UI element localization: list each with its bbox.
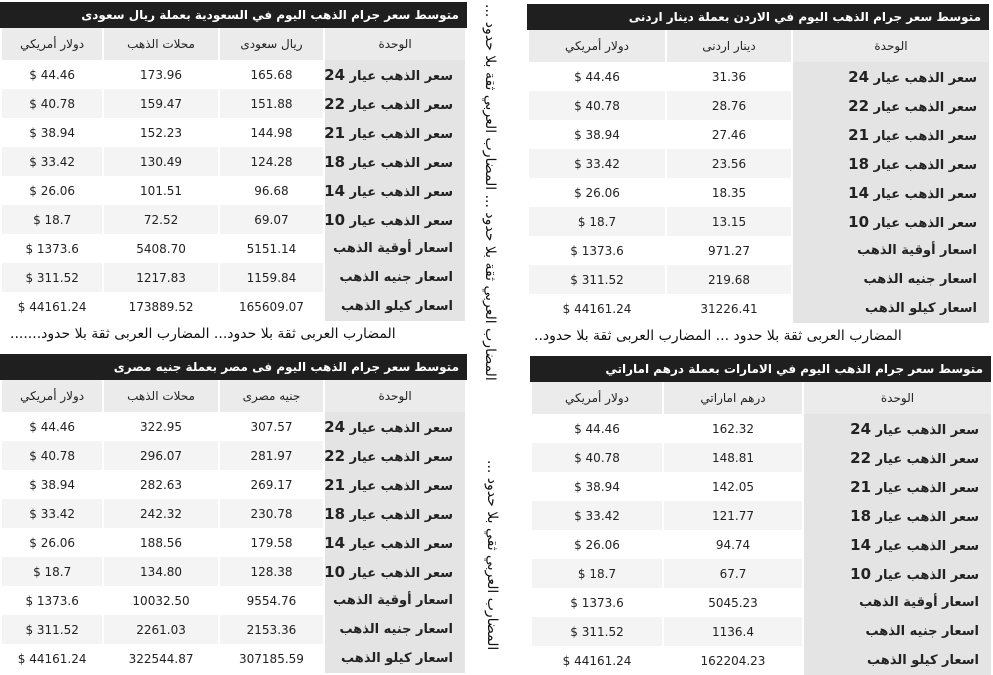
- unit-cell: [793, 91, 989, 120]
- shops-cell: 296.07: [104, 441, 217, 470]
- usd-cell: $ 1373.6: [2, 234, 102, 263]
- local-cell: 165.68: [220, 60, 323, 89]
- karat-value: 21: [324, 475, 346, 494]
- unit-cell: [793, 149, 989, 178]
- table-row: [2, 470, 465, 499]
- karat-value: 21: [324, 123, 346, 142]
- watermark-vertical-top: المضارب العربي ثقة بلا حدود ... المضارب العربي ثقة بلا حدود ...: [482, 4, 498, 381]
- watermark-vertical-bottom: المضارب العربي ثقي بلا حدود ...: [484, 460, 500, 651]
- karat-value: 24: [324, 65, 346, 84]
- unit-label: سعر الذهب عيار: [349, 126, 453, 142]
- unit-cell: [325, 441, 465, 470]
- unit-cell: [325, 499, 465, 528]
- unit-label: اسعار كيلو الذهب: [867, 653, 979, 668]
- shops-cell: 101.51: [104, 176, 217, 205]
- unit-cell: [804, 443, 991, 472]
- column-header: ريال سعودى: [220, 28, 323, 60]
- local-cell: 142.05: [664, 472, 802, 501]
- karat-value: 14: [848, 183, 870, 202]
- unit-cell: [325, 147, 465, 176]
- unit-label: اسعار أوقية الذهب: [857, 243, 977, 258]
- column-header: الوحدة: [325, 28, 465, 60]
- shops-cell: 130.49: [104, 147, 217, 176]
- unit-cell: [804, 559, 991, 588]
- local-cell: 121.77: [664, 501, 802, 530]
- egypt-table: [0, 380, 467, 673]
- unit-cell: [325, 644, 465, 673]
- usd-cell: $ 18.7: [2, 557, 102, 586]
- table-row: [532, 559, 991, 588]
- table-row: [529, 178, 989, 207]
- usd-cell: $ 38.94: [529, 120, 665, 149]
- usd-cell: $ 44.46: [2, 412, 102, 441]
- egypt-header-row: [2, 380, 465, 412]
- table-row: [2, 615, 465, 644]
- usd-cell: $ 26.06: [529, 178, 665, 207]
- unit-cell: [325, 118, 465, 147]
- jordan-panel: [527, 4, 989, 323]
- usd-cell: $ 44161.24: [532, 646, 662, 675]
- unit-cell: [804, 501, 991, 530]
- local-cell: 179.58: [220, 528, 323, 557]
- usd-cell: $ 33.42: [532, 501, 662, 530]
- unit-label: سعر الذهب عيار: [875, 567, 979, 583]
- unit-cell: [804, 588, 991, 617]
- usd-cell: $ 18.7: [529, 207, 665, 236]
- unit-label: اسعار كيلو الذهب: [865, 301, 977, 316]
- local-cell: 23.56: [667, 149, 791, 178]
- table-row: [529, 207, 989, 236]
- usd-cell: $ 33.42: [2, 499, 102, 528]
- unit-label: سعر الذهب عيار: [349, 507, 453, 523]
- usd-cell: $ 33.42: [2, 147, 102, 176]
- usd-cell: $ 38.94: [532, 472, 662, 501]
- unit-label: سعر الذهب عيار: [349, 449, 453, 465]
- unit-label: اسعار كيلو الذهب: [341, 299, 453, 314]
- local-cell: 1136.4: [664, 617, 802, 646]
- usd-cell: $ 18.7: [532, 559, 662, 588]
- table-row: [532, 443, 991, 472]
- column-header: درهم اماراتي: [664, 382, 802, 414]
- unit-label: اسعار جنيه الذهب: [339, 622, 453, 637]
- unit-label: سعر الذهب عيار: [349, 565, 453, 581]
- unit-cell: [793, 236, 989, 265]
- local-cell: 94.74: [664, 530, 802, 559]
- unit-label: سعر الذهب عيار: [349, 155, 453, 171]
- unit-cell: [325, 205, 465, 234]
- local-cell: 28.76: [667, 91, 791, 120]
- usd-cell: $ 311.52: [529, 265, 665, 294]
- saudi-header-row: [2, 28, 465, 60]
- karat-value: 10: [324, 210, 346, 229]
- table-row: [2, 292, 465, 321]
- usd-cell: $ 26.06: [2, 528, 102, 557]
- unit-label: سعر الذهب عيار: [875, 538, 979, 554]
- unit-label: اسعار جنيه الذهب: [863, 272, 977, 287]
- unit-cell: [804, 646, 991, 675]
- table-row: [529, 120, 989, 149]
- unit-cell: [325, 557, 465, 586]
- local-cell: 5151.14: [220, 234, 323, 263]
- usd-cell: $ 18.7: [2, 205, 102, 234]
- egypt-title: متوسط سعر جرام الذهب اليوم فى مصر بعملة جنيه مصرى: [0, 354, 467, 380]
- usd-cell: $ 40.78: [2, 441, 102, 470]
- unit-cell: [325, 586, 465, 615]
- local-cell: 230.78: [220, 499, 323, 528]
- unit-cell: [793, 294, 989, 323]
- local-cell: 148.81: [664, 443, 802, 472]
- column-header: جنيه مصرى: [220, 380, 323, 412]
- local-cell: 307185.59: [220, 644, 323, 673]
- unit-cell: [325, 234, 465, 263]
- table-row: [532, 646, 991, 675]
- local-cell: 144.98: [220, 118, 323, 147]
- column-header: محلات الذهب: [104, 380, 217, 412]
- local-cell: 165609.07: [220, 292, 323, 321]
- local-cell: 69.07: [220, 205, 323, 234]
- karat-value: 18: [324, 504, 346, 523]
- column-header: دينار اردنى: [667, 30, 791, 62]
- unit-cell: [325, 528, 465, 557]
- karat-value: 14: [850, 535, 872, 554]
- shops-cell: 188.56: [104, 528, 217, 557]
- uae-header-row: [532, 382, 991, 414]
- unit-label: سعر الذهب عيار: [875, 480, 979, 496]
- unit-label: اسعار أوقية الذهب: [333, 593, 453, 608]
- local-cell: 27.46: [667, 120, 791, 149]
- table-row: [532, 530, 991, 559]
- unit-label: سعر الذهب عيار: [349, 97, 453, 113]
- usd-cell: $ 40.78: [529, 91, 665, 120]
- usd-cell: $ 40.78: [2, 89, 102, 118]
- table-row: [2, 557, 465, 586]
- unit-cell: [325, 176, 465, 205]
- karat-value: 22: [850, 448, 872, 467]
- usd-cell: $ 38.94: [2, 118, 102, 147]
- column-header: محلات الذهب: [104, 28, 217, 60]
- table-row: [532, 617, 991, 646]
- jordan-header-row: [529, 30, 989, 62]
- unit-label: اسعار أوقية الذهب: [859, 595, 979, 610]
- column-header: الوحدة: [804, 382, 991, 414]
- table-row: [2, 89, 465, 118]
- table-row: [2, 176, 465, 205]
- unit-cell: [325, 263, 465, 292]
- uae-table: [530, 382, 993, 675]
- karat-value: 24: [324, 417, 346, 436]
- karat-value: 18: [324, 152, 346, 171]
- unit-cell: [325, 60, 465, 89]
- unit-cell: [804, 617, 991, 646]
- shops-cell: 173889.52: [104, 292, 217, 321]
- local-cell: 281.97: [220, 441, 323, 470]
- unit-label: سعر الذهب عيار: [349, 184, 453, 200]
- shops-cell: 2261.03: [104, 615, 217, 644]
- unit-cell: [804, 414, 991, 443]
- jordan-table: [527, 30, 991, 323]
- shops-cell: 159.47: [104, 89, 217, 118]
- unit-cell: [793, 265, 989, 294]
- karat-value: 22: [324, 446, 346, 465]
- karat-value: 10: [324, 562, 346, 581]
- column-header: الوحدة: [325, 380, 465, 412]
- local-cell: 31226.41: [667, 294, 791, 323]
- local-cell: 151.88: [220, 89, 323, 118]
- unit-label: سعر الذهب عيار: [349, 213, 453, 229]
- local-cell: 162.32: [664, 414, 802, 443]
- usd-cell: $ 44161.24: [2, 644, 102, 673]
- table-row: [2, 644, 465, 673]
- unit-label: سعر الذهب عيار: [873, 99, 977, 115]
- shops-cell: 173.96: [104, 60, 217, 89]
- column-header: الوحدة: [793, 30, 989, 62]
- shops-cell: 1217.83: [104, 263, 217, 292]
- usd-cell: $ 44161.24: [2, 292, 102, 321]
- usd-cell: $ 311.52: [532, 617, 662, 646]
- unit-label: اسعار جنيه الذهب: [339, 270, 453, 285]
- column-header: دولار أمريكي: [2, 28, 102, 60]
- table-row: [532, 588, 991, 617]
- local-cell: 5045.23: [664, 588, 802, 617]
- unit-label: سعر الذهب عيار: [873, 215, 977, 231]
- local-cell: 971.27: [667, 236, 791, 265]
- usd-cell: $ 311.52: [2, 263, 102, 292]
- table-row: [2, 234, 465, 263]
- saudi-title: متوسط سعر جرام الذهب اليوم في السعودية بعملة ريال سعودى: [0, 2, 467, 28]
- usd-cell: $ 26.06: [2, 176, 102, 205]
- table-row: [532, 501, 991, 530]
- unit-label: سعر الذهب عيار: [349, 536, 453, 552]
- unit-label: سعر الذهب عيار: [875, 422, 979, 438]
- local-cell: 128.38: [220, 557, 323, 586]
- table-row: [2, 118, 465, 147]
- unit-label: اسعار جنيه الذهب: [865, 624, 979, 639]
- karat-value: 21: [848, 125, 870, 144]
- unit-cell: [325, 89, 465, 118]
- usd-cell: $ 38.94: [2, 470, 102, 499]
- local-cell: 31.36: [667, 62, 791, 91]
- local-cell: 1159.84: [220, 263, 323, 292]
- table-row: [2, 60, 465, 89]
- unit-cell: [804, 530, 991, 559]
- karat-value: 14: [324, 181, 346, 200]
- unit-cell: [793, 62, 989, 91]
- shops-cell: 322.95: [104, 412, 217, 441]
- table-row: [529, 91, 989, 120]
- unit-label: سعر الذهب عيار: [873, 70, 977, 86]
- unit-label: اسعار كيلو الذهب: [341, 651, 453, 666]
- local-cell: 13.15: [667, 207, 791, 236]
- column-header: دولار أمريكي: [532, 382, 662, 414]
- unit-label: سعر الذهب عيار: [349, 420, 453, 436]
- unit-label: سعر الذهب عيار: [873, 128, 977, 144]
- table-row: [2, 263, 465, 292]
- table-row: [2, 205, 465, 234]
- usd-cell: $ 44.46: [2, 60, 102, 89]
- unit-label: سعر الذهب عيار: [873, 157, 977, 173]
- local-cell: 124.28: [220, 147, 323, 176]
- table-row: [2, 528, 465, 557]
- local-cell: 9554.76: [220, 586, 323, 615]
- watermark-right: المضارب العربى ثقة بلا حدود ... المضارب العربى ثقة بلا حدود..: [534, 328, 902, 344]
- shops-cell: 322544.87: [104, 644, 217, 673]
- unit-cell: [325, 615, 465, 644]
- local-cell: 18.35: [667, 178, 791, 207]
- unit-cell: [325, 292, 465, 321]
- shops-cell: 282.63: [104, 470, 217, 499]
- usd-cell: $ 40.78: [532, 443, 662, 472]
- unit-cell: [325, 470, 465, 499]
- table-row: [532, 472, 991, 501]
- unit-cell: [793, 178, 989, 207]
- saudi-table: [0, 28, 467, 321]
- table-row: [532, 414, 991, 443]
- uae-panel: [530, 356, 991, 675]
- shops-cell: 242.32: [104, 499, 217, 528]
- column-header: دولار أمريكي: [2, 380, 102, 412]
- karat-value: 21: [850, 477, 872, 496]
- karat-value: 24: [850, 419, 872, 438]
- karat-value: 24: [848, 67, 870, 86]
- usd-cell: $ 44161.24: [529, 294, 665, 323]
- table-row: [529, 265, 989, 294]
- shops-cell: 134.80: [104, 557, 217, 586]
- jordan-title: متوسط سعر جرام الذهب اليوم في الاردن بعملة دينار اردنى: [527, 4, 989, 30]
- unit-cell: [804, 472, 991, 501]
- table-row: [529, 294, 989, 323]
- karat-value: 18: [848, 154, 870, 173]
- egypt-panel: [0, 354, 467, 673]
- table-row: [529, 62, 989, 91]
- unit-label: سعر الذهب عيار: [873, 186, 977, 202]
- karat-value: 22: [848, 96, 870, 115]
- shops-cell: 152.23: [104, 118, 217, 147]
- usd-cell: $ 44.46: [532, 414, 662, 443]
- table-row: [529, 149, 989, 178]
- karat-value: 10: [850, 564, 872, 583]
- local-cell: 96.68: [220, 176, 323, 205]
- shops-cell: 10032.50: [104, 586, 217, 615]
- uae-title: متوسط سعر جرام الذهب اليوم في الامارات بعملة درهم اماراتي: [530, 356, 991, 382]
- usd-cell: $ 1373.6: [532, 588, 662, 617]
- watermark-left: المضارب العربى ثقة بلا حدود... المضارب العربى ثقة بلا حدود.......: [10, 326, 396, 342]
- usd-cell: $ 33.42: [529, 149, 665, 178]
- local-cell: 67.7: [664, 559, 802, 588]
- saudi-panel: [0, 2, 467, 321]
- shops-cell: 72.52: [104, 205, 217, 234]
- usd-cell: $ 44.46: [529, 62, 665, 91]
- unit-label: سعر الذهب عيار: [349, 68, 453, 84]
- unit-cell: [793, 120, 989, 149]
- table-row: [529, 236, 989, 265]
- usd-cell: $ 26.06: [532, 530, 662, 559]
- column-header: دولار أمريكي: [529, 30, 665, 62]
- usd-cell: $ 1373.6: [2, 586, 102, 615]
- unit-cell: [793, 207, 989, 236]
- unit-label: سعر الذهب عيار: [875, 509, 979, 525]
- shops-cell: 5408.70: [104, 234, 217, 263]
- table-row: [2, 147, 465, 176]
- table-row: [2, 441, 465, 470]
- local-cell: 269.17: [220, 470, 323, 499]
- local-cell: 162204.23: [664, 646, 802, 675]
- karat-value: 14: [324, 533, 346, 552]
- table-row: [2, 499, 465, 528]
- karat-value: 22: [324, 94, 346, 113]
- usd-cell: $ 1373.6: [529, 236, 665, 265]
- local-cell: 307.57: [220, 412, 323, 441]
- unit-label: اسعار أوقية الذهب: [333, 241, 453, 256]
- karat-value: 18: [850, 506, 872, 525]
- table-row: [2, 586, 465, 615]
- unit-label: سعر الذهب عيار: [875, 451, 979, 467]
- karat-value: 10: [848, 212, 870, 231]
- table-row: [2, 412, 465, 441]
- local-cell: 219.68: [667, 265, 791, 294]
- usd-cell: $ 311.52: [2, 615, 102, 644]
- local-cell: 2153.36: [220, 615, 323, 644]
- unit-label: سعر الذهب عيار: [349, 478, 453, 494]
- unit-cell: [325, 412, 465, 441]
